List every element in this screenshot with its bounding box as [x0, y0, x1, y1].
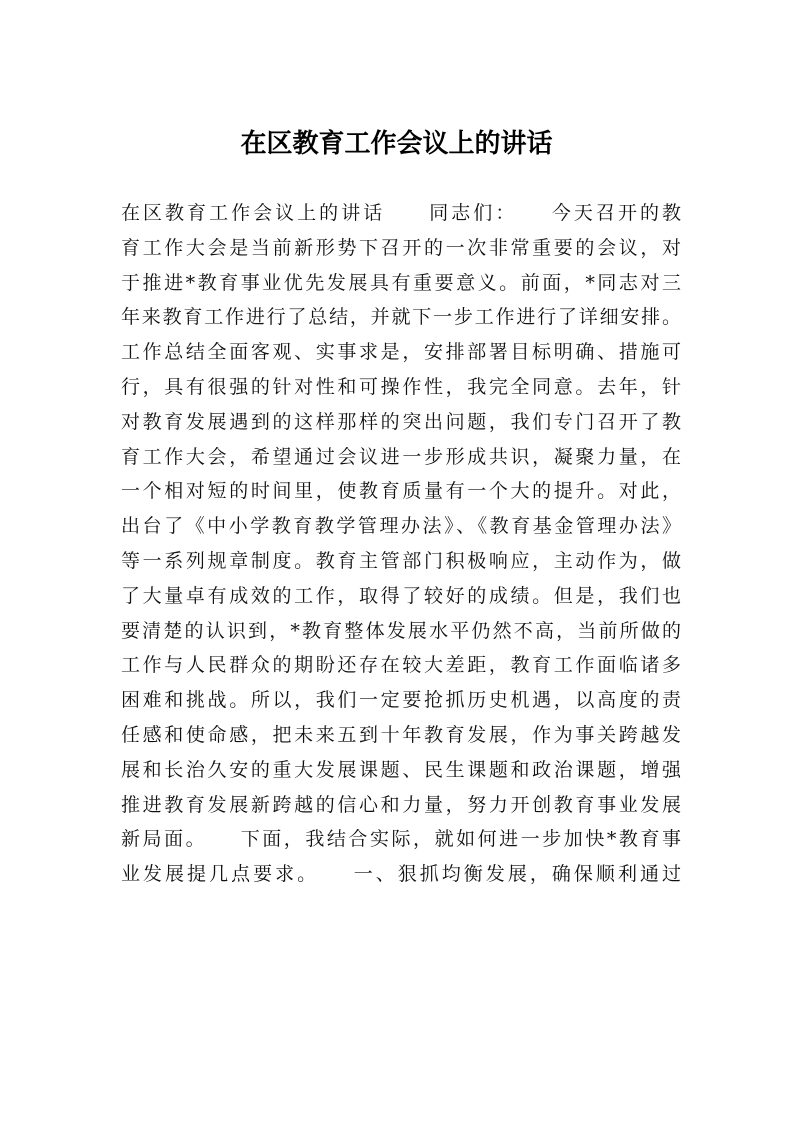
body-line: 要清楚的认识到，*教育整体发展水平仍然不高，当前所做的	[121, 619, 681, 642]
body-line: 工作与人民群众的期盼还存在较大差距，教育工作面临诸多	[121, 654, 681, 677]
body-line: 工作总结全面客观、实事求是，安排部署目标明确、措施可	[121, 341, 681, 364]
body-line: 新局面。 下面，我结合实际，就如何进一步加快*教育事	[121, 828, 681, 851]
body-line: 了大量卓有成效的工作，取得了较好的成绩。但是，我们也	[121, 584, 681, 607]
body-line: 育工作大会是当前新形势下召开的一次非常重要的会议，对	[121, 236, 681, 259]
body-line: 育工作大会，希望通过会议进一步形成共识，凝聚力量，在	[121, 445, 681, 468]
body-line: 一个相对短的时间里，使教育质量有一个大的提升。对此，	[121, 480, 681, 503]
document-title: 在区教育工作会议上的讲话	[240, 129, 553, 159]
body-line: 行，具有很强的针对性和可操作性，我完全同意。去年，针	[121, 375, 681, 398]
body-line: 任感和使命感，把未来五到十年教育发展，作为事关跨越发	[121, 723, 681, 746]
body-line: 业发展提几点要求。 一、狠抓均衡发展，确保顺利通过	[121, 863, 681, 886]
body-line: 出台了《中小学教育教学管理办法》、《教育基金管理办法》	[121, 515, 681, 538]
body-line: 在区教育工作会议上的讲话 同志们： 今天召开的教	[121, 202, 681, 224]
body-line: 年来教育工作进行了总结，并就下一步工作进行了详细安排。	[121, 306, 681, 329]
body-line: 于推进*教育事业优先发展具有重要意义。前面，*同志对三	[121, 271, 681, 294]
body-line: 展和长治久安的重大发展课题、民生课题和政治课题，增强	[121, 758, 681, 781]
body-line: 困难和挑战。所以，我们一定要抢抓历史机遇，以高度的责	[121, 689, 681, 712]
body-line: 对教育发展遇到的这样那样的突出问题，我们专门召开了教	[121, 410, 681, 433]
document-body	[121, 196, 681, 892]
body-line: 等一系列规章制度。教育主管部门积极响应，主动作为，做	[121, 549, 681, 572]
body-line: 推进教育发展新跨越的信心和力量，努力开创教育事业发展	[121, 793, 681, 816]
